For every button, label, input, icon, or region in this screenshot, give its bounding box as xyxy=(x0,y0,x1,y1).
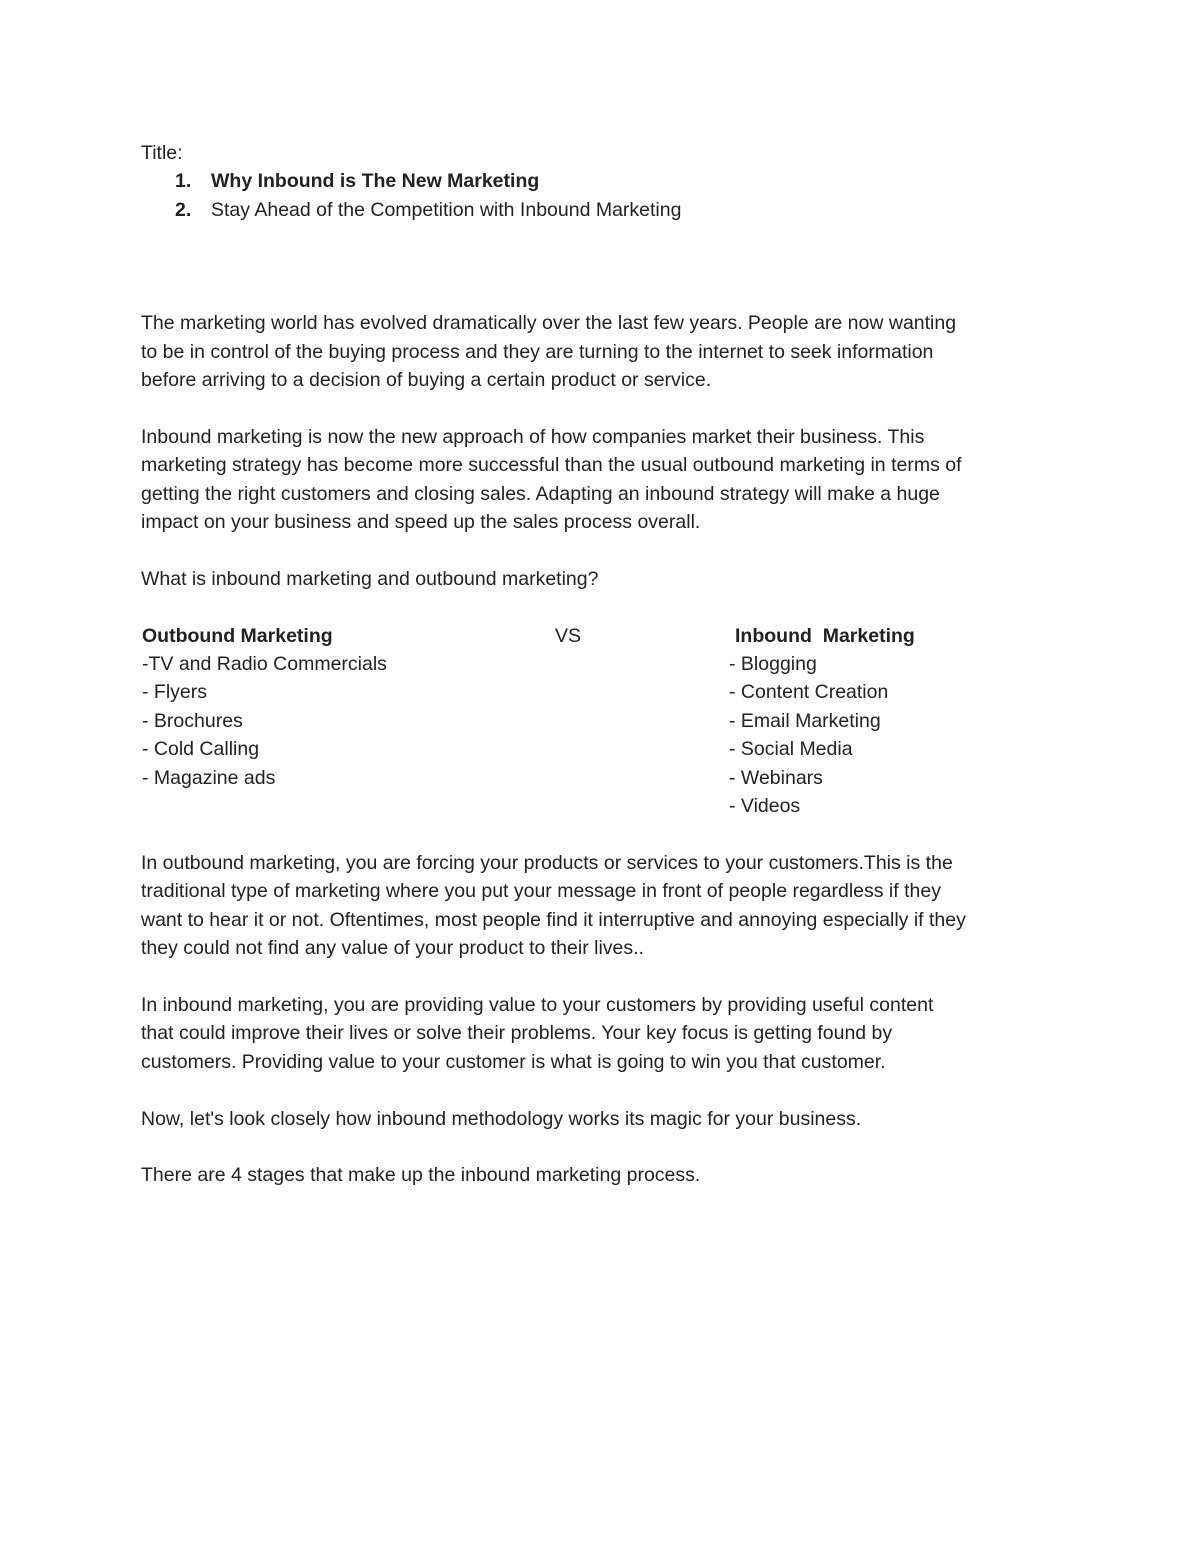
list-item: - Videos xyxy=(729,795,801,818)
inbound-list xyxy=(729,650,915,820)
outbound-column xyxy=(142,622,387,792)
inbound-heading: Inbound Marketing xyxy=(735,624,915,647)
title-option-text: Stay Ahead of the Competition with Inbound Marketing xyxy=(211,198,682,221)
inbound-paragraph xyxy=(141,423,1071,537)
paragraph-line: want to hear it or not. Oftentimes, most people find it interruptive and annoying especially if they xyxy=(141,908,966,931)
outbound-explanation xyxy=(141,849,1071,963)
outbound-heading: Outbound Marketing xyxy=(142,624,333,647)
title-option-number: 2. xyxy=(175,198,192,221)
methodology-line: Now, let's look closely how inbound methodology works its magic for your business. xyxy=(141,1107,862,1130)
vs-column xyxy=(555,622,581,650)
title-option-number: 1. xyxy=(175,170,192,193)
question-line: What is inbound marketing and outbound marketing? xyxy=(141,567,599,590)
title-label: Title: xyxy=(141,142,183,164)
title-option xyxy=(141,196,1071,224)
title-option xyxy=(141,167,1071,195)
intro-paragraph xyxy=(141,309,1071,394)
list-item: - Webinars xyxy=(729,766,823,789)
title-option-text: Why Inbound is The New Marketing xyxy=(211,170,540,193)
inbound-column xyxy=(729,622,915,821)
paragraph-line: In inbound marketing, you are providing value to your customers by providing useful content xyxy=(141,994,934,1017)
vs-label: VS xyxy=(555,624,582,647)
paragraph-line: getting the right customers and closing sales. Adapting an inbound strategy will make a huge xyxy=(141,482,940,505)
list-item: -TV and Radio Commercials xyxy=(142,653,387,676)
list-item: - Magazine ads xyxy=(142,766,276,789)
paragraph-line: customers. Providing value to your customer is what is going to win you that customer. xyxy=(141,1050,886,1073)
paragraph-line: traditional type of marketing where you put your message in front of people regardless if they xyxy=(141,880,941,903)
list-item: - Email Marketing xyxy=(729,709,881,732)
paragraph-line: before arriving to a decision of buying a certain product or service. xyxy=(141,369,712,392)
paragraph-line: The marketing world has evolved dramatically over the last few years. People are now wanting xyxy=(141,312,957,335)
spacer xyxy=(141,224,1071,309)
inbound-explanation xyxy=(141,991,1071,1076)
paragraph-line: to be in control of the buying process and they are turning to the internet to seek information xyxy=(141,340,934,363)
document-page xyxy=(141,139,1071,1218)
stages-line: There are 4 stages that make up the inbound marketing process. xyxy=(141,1164,701,1187)
comparison-section xyxy=(141,622,1071,821)
list-item: - Content Creation xyxy=(729,681,889,704)
paragraph-line: impact on your business and speed up the sales process overall. xyxy=(141,511,701,534)
list-item: - Blogging xyxy=(729,653,817,676)
paragraph-line: Inbound marketing is now the new approach of how companies market their business. This xyxy=(141,425,925,448)
outbound-list xyxy=(142,650,387,792)
title-options-list xyxy=(141,167,1071,224)
paragraph-line: marketing strategy has become more successful than the usual outbound marketing in terms of xyxy=(141,454,962,477)
paragraph-line: they could not find any value of your product to their lives.. xyxy=(141,937,644,960)
paragraph-line: that could improve their lives or solve their problems. Your key focus is getting found by xyxy=(141,1022,893,1045)
paragraph-line: In outbound marketing, you are forcing your products or services to your customers.This is the xyxy=(141,852,953,875)
list-item: - Cold Calling xyxy=(142,738,260,761)
list-item: - Social Media xyxy=(729,738,853,761)
list-item: - Brochures xyxy=(142,709,243,732)
list-item: - Flyers xyxy=(142,681,207,704)
